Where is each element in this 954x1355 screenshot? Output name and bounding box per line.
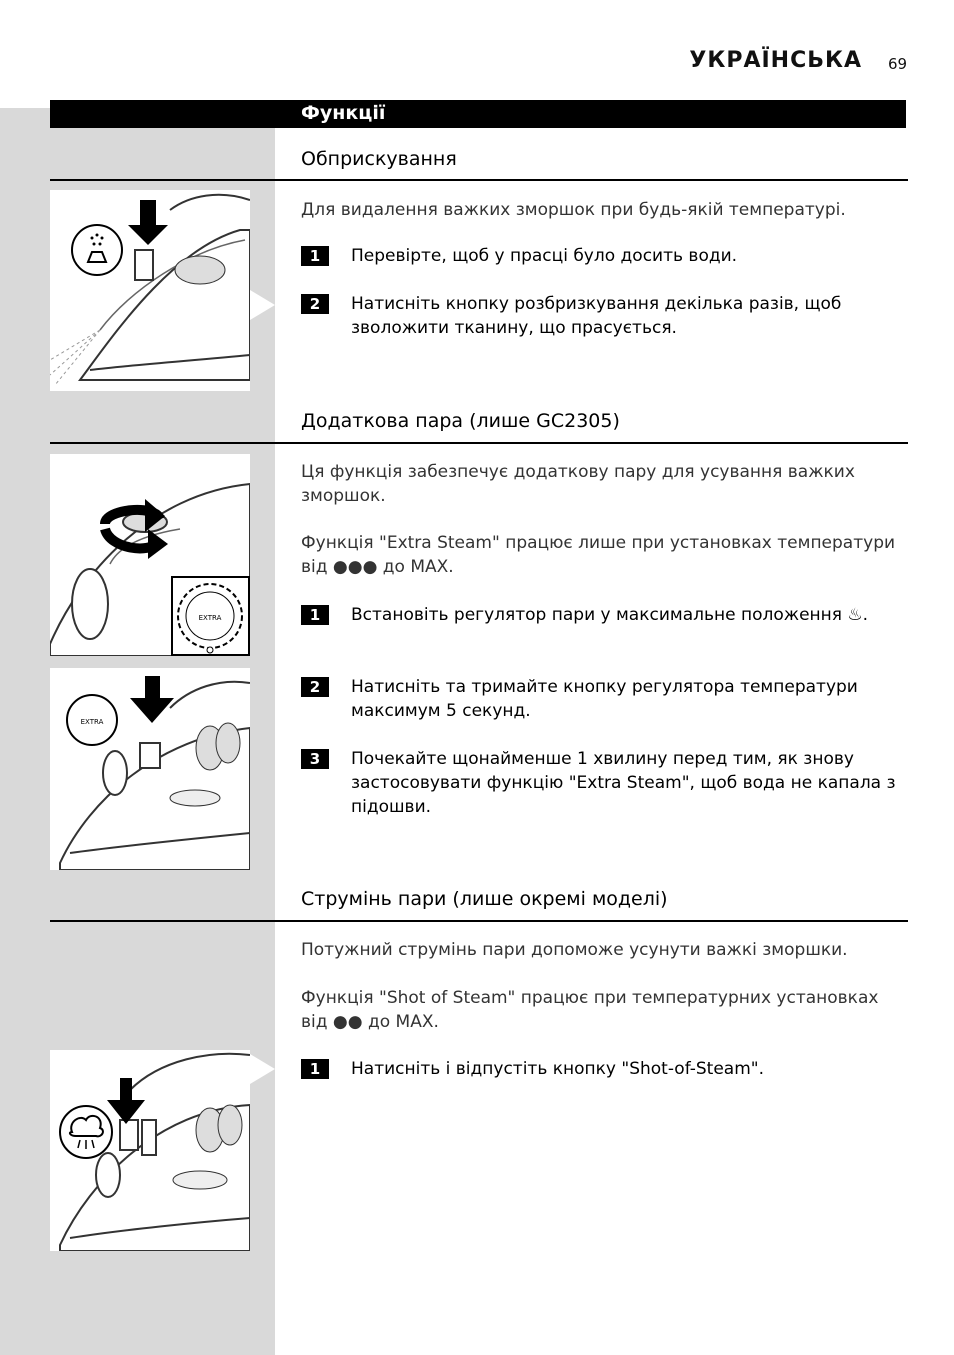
svg-text:EXTRA: EXTRA (80, 718, 104, 726)
subhead-shot-of-steam: Струмінь пари (лише окремі моделі) (301, 888, 668, 910)
page-number: 69 (888, 55, 908, 73)
step-number: 1 (301, 246, 329, 266)
paragraph: Функція "Shot of Steam" працює при температурних установках від ●● до MAX. (301, 988, 879, 1032)
illustration-shot-of-steam (50, 1050, 250, 1251)
section-bar (50, 100, 906, 128)
paragraph: Потужний струмінь пари допоможе усунути важкі зморшки. (301, 940, 848, 960)
paragraph: Ця функція забезпечує додаткову пару для усування важких зморшок. (301, 462, 855, 506)
divider (50, 442, 908, 444)
paragraph: Для видалення важких зморшок при будь-якій температурі. (301, 200, 846, 220)
pointer-wedge (250, 1054, 275, 1084)
step-number: 1 (301, 1059, 329, 1079)
language-label: УКРАЇНСЬКА (689, 48, 862, 73)
step-number: 2 (301, 677, 329, 697)
step-number: 1 (301, 605, 329, 625)
step-text: Перевірте, щоб у прасці було досить води. (351, 246, 738, 266)
divider (50, 920, 908, 922)
divider (50, 179, 908, 181)
extra-label: EXTRA (198, 614, 222, 622)
step-text: Почекайте щонайменше 1 хвилину перед тим, як знову застосовувати функцію "Extra Steam", щоб вода не капала з підошви. (351, 749, 896, 817)
step-text: Натисніть і відпустіть кнопку "Shot-of-Steam". (351, 1059, 764, 1079)
subhead-extra-steam: Додаткова пара (лише GC2305) (301, 410, 620, 432)
illustration-extra-steam-press (50, 668, 250, 870)
illustration-steam-dial (50, 454, 250, 656)
step-number: 3 (301, 749, 329, 769)
step-text: Натисніть та тримайте кнопку регулятора температури максимум 5 секунд. (351, 677, 858, 721)
pointer-wedge (250, 290, 275, 320)
subhead-spray: Обприскування (301, 148, 457, 170)
step-number: 2 (301, 294, 329, 314)
step-text: Встановіть регулятор пари у максимальне положення ♨. (351, 605, 869, 625)
illustration-spray (50, 190, 250, 391)
paragraph: Функція "Extra Steam" працює лише при установках температури від ●●● до MAX. (301, 533, 896, 577)
step-text: Натисніть кнопку розбризкування декілька разів, щоб зволожити тканину, що прасується. (351, 294, 842, 338)
section-title: Функції (301, 102, 386, 124)
